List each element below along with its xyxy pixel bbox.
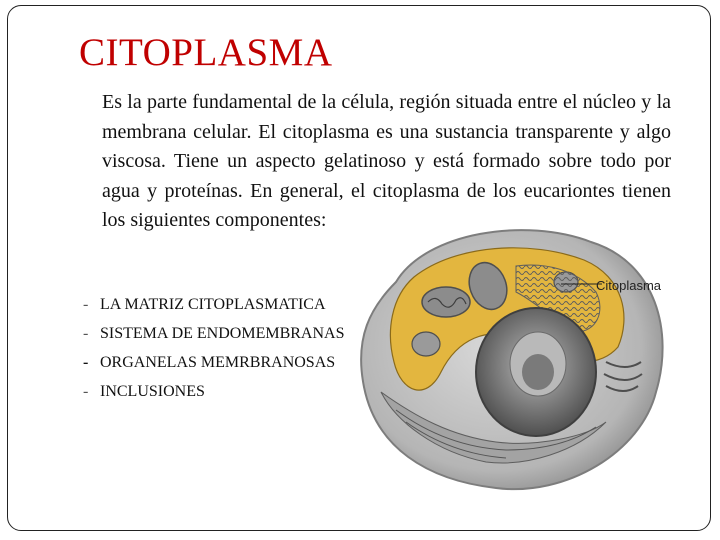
body-paragraph: Es la parte fundamental de la célula, región situada entre el núcleo y la membrana celular. El citoplasma es una sustancia transparente y algo viscosa. Tiene un aspecto gelatinoso y está formado sobre todo por agua y proteínas. En general, el citoplasma de los eucariontes tienen los siguientes componentes: (102, 91, 671, 231)
slide-title: CITOPLASMA (79, 31, 333, 74)
nucleolus (522, 354, 554, 390)
list-item: - INCLUSIONES (83, 383, 205, 400)
mitochondrion (422, 287, 470, 317)
list-item: - SISTEMA DE ENDOMEMBRANAS (83, 325, 345, 342)
figure-callout-label: Citoplasma (596, 278, 662, 293)
list-item: - LA MATRIZ CITOPLASMATICA (83, 296, 326, 313)
list-item: - ORGANELAS MEMRBRANOSAS (83, 354, 336, 371)
component-list (83, 290, 344, 406)
cell-illustration (356, 222, 670, 492)
vesicle (412, 332, 440, 356)
